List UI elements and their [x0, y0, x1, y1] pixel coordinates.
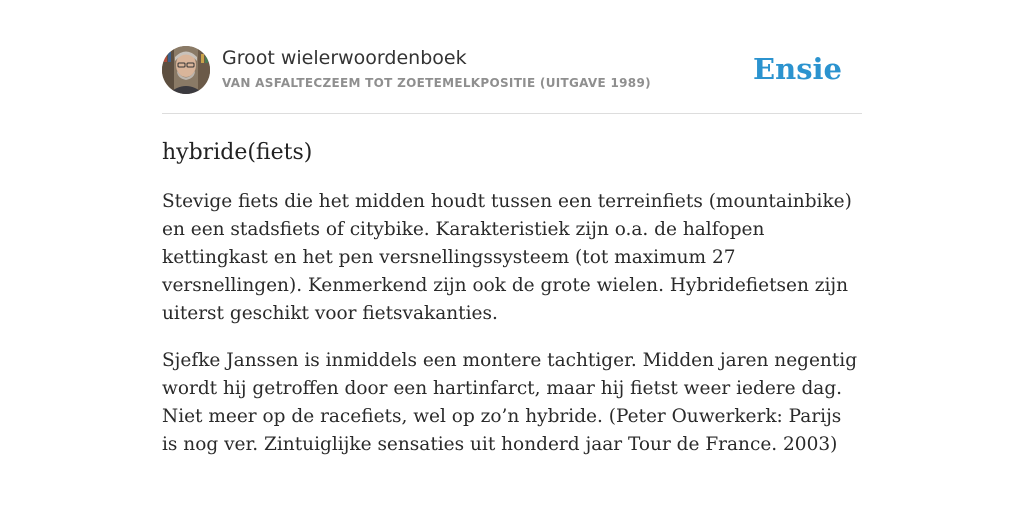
avatar[interactable] — [162, 46, 210, 94]
entry-term: hybride(fiets) — [162, 140, 313, 165]
book-subtitle: VAN ASFALTECZEEM TOT ZOETEMELKPOSITIE (UITGAVE 1989) — [222, 76, 651, 90]
definition-paragraph: Stevige fiets die het midden houdt tussen een terreinfiets (mountainbike) en een stadsfiets of citybike. Karakteristiek zijn o.a. de halfopen kettingkast en het pen versnellingssysteem (tot maximum 27 versnellingen). Kenmerkend zijn ook de grote wielen. Hybridefietsen zijn uiterst geschikt voor fietsvakanties. — [162, 191, 852, 324]
author-portrait-icon — [162, 46, 210, 94]
book-header — [162, 46, 862, 114]
example-quote-paragraph: Sjefke Janssen is inmiddels een montere tachtiger. Midden jaren negentig wordt hij getroffen door een hartinfarct, maar hij fietst weer iedere dag. Niet meer op de racefiets, wel op zo’n hybride. (Peter Ouwerkerk: Parijs is nog ver. Zintuiglijke sensaties uit honderd jaar Tour de France. 2003) — [162, 350, 858, 455]
ensie-logo[interactable]: Ensie — [753, 52, 842, 86]
book-title[interactable]: Groot wielerwoordenboek — [222, 47, 467, 69]
entry-card — [162, 46, 862, 459]
